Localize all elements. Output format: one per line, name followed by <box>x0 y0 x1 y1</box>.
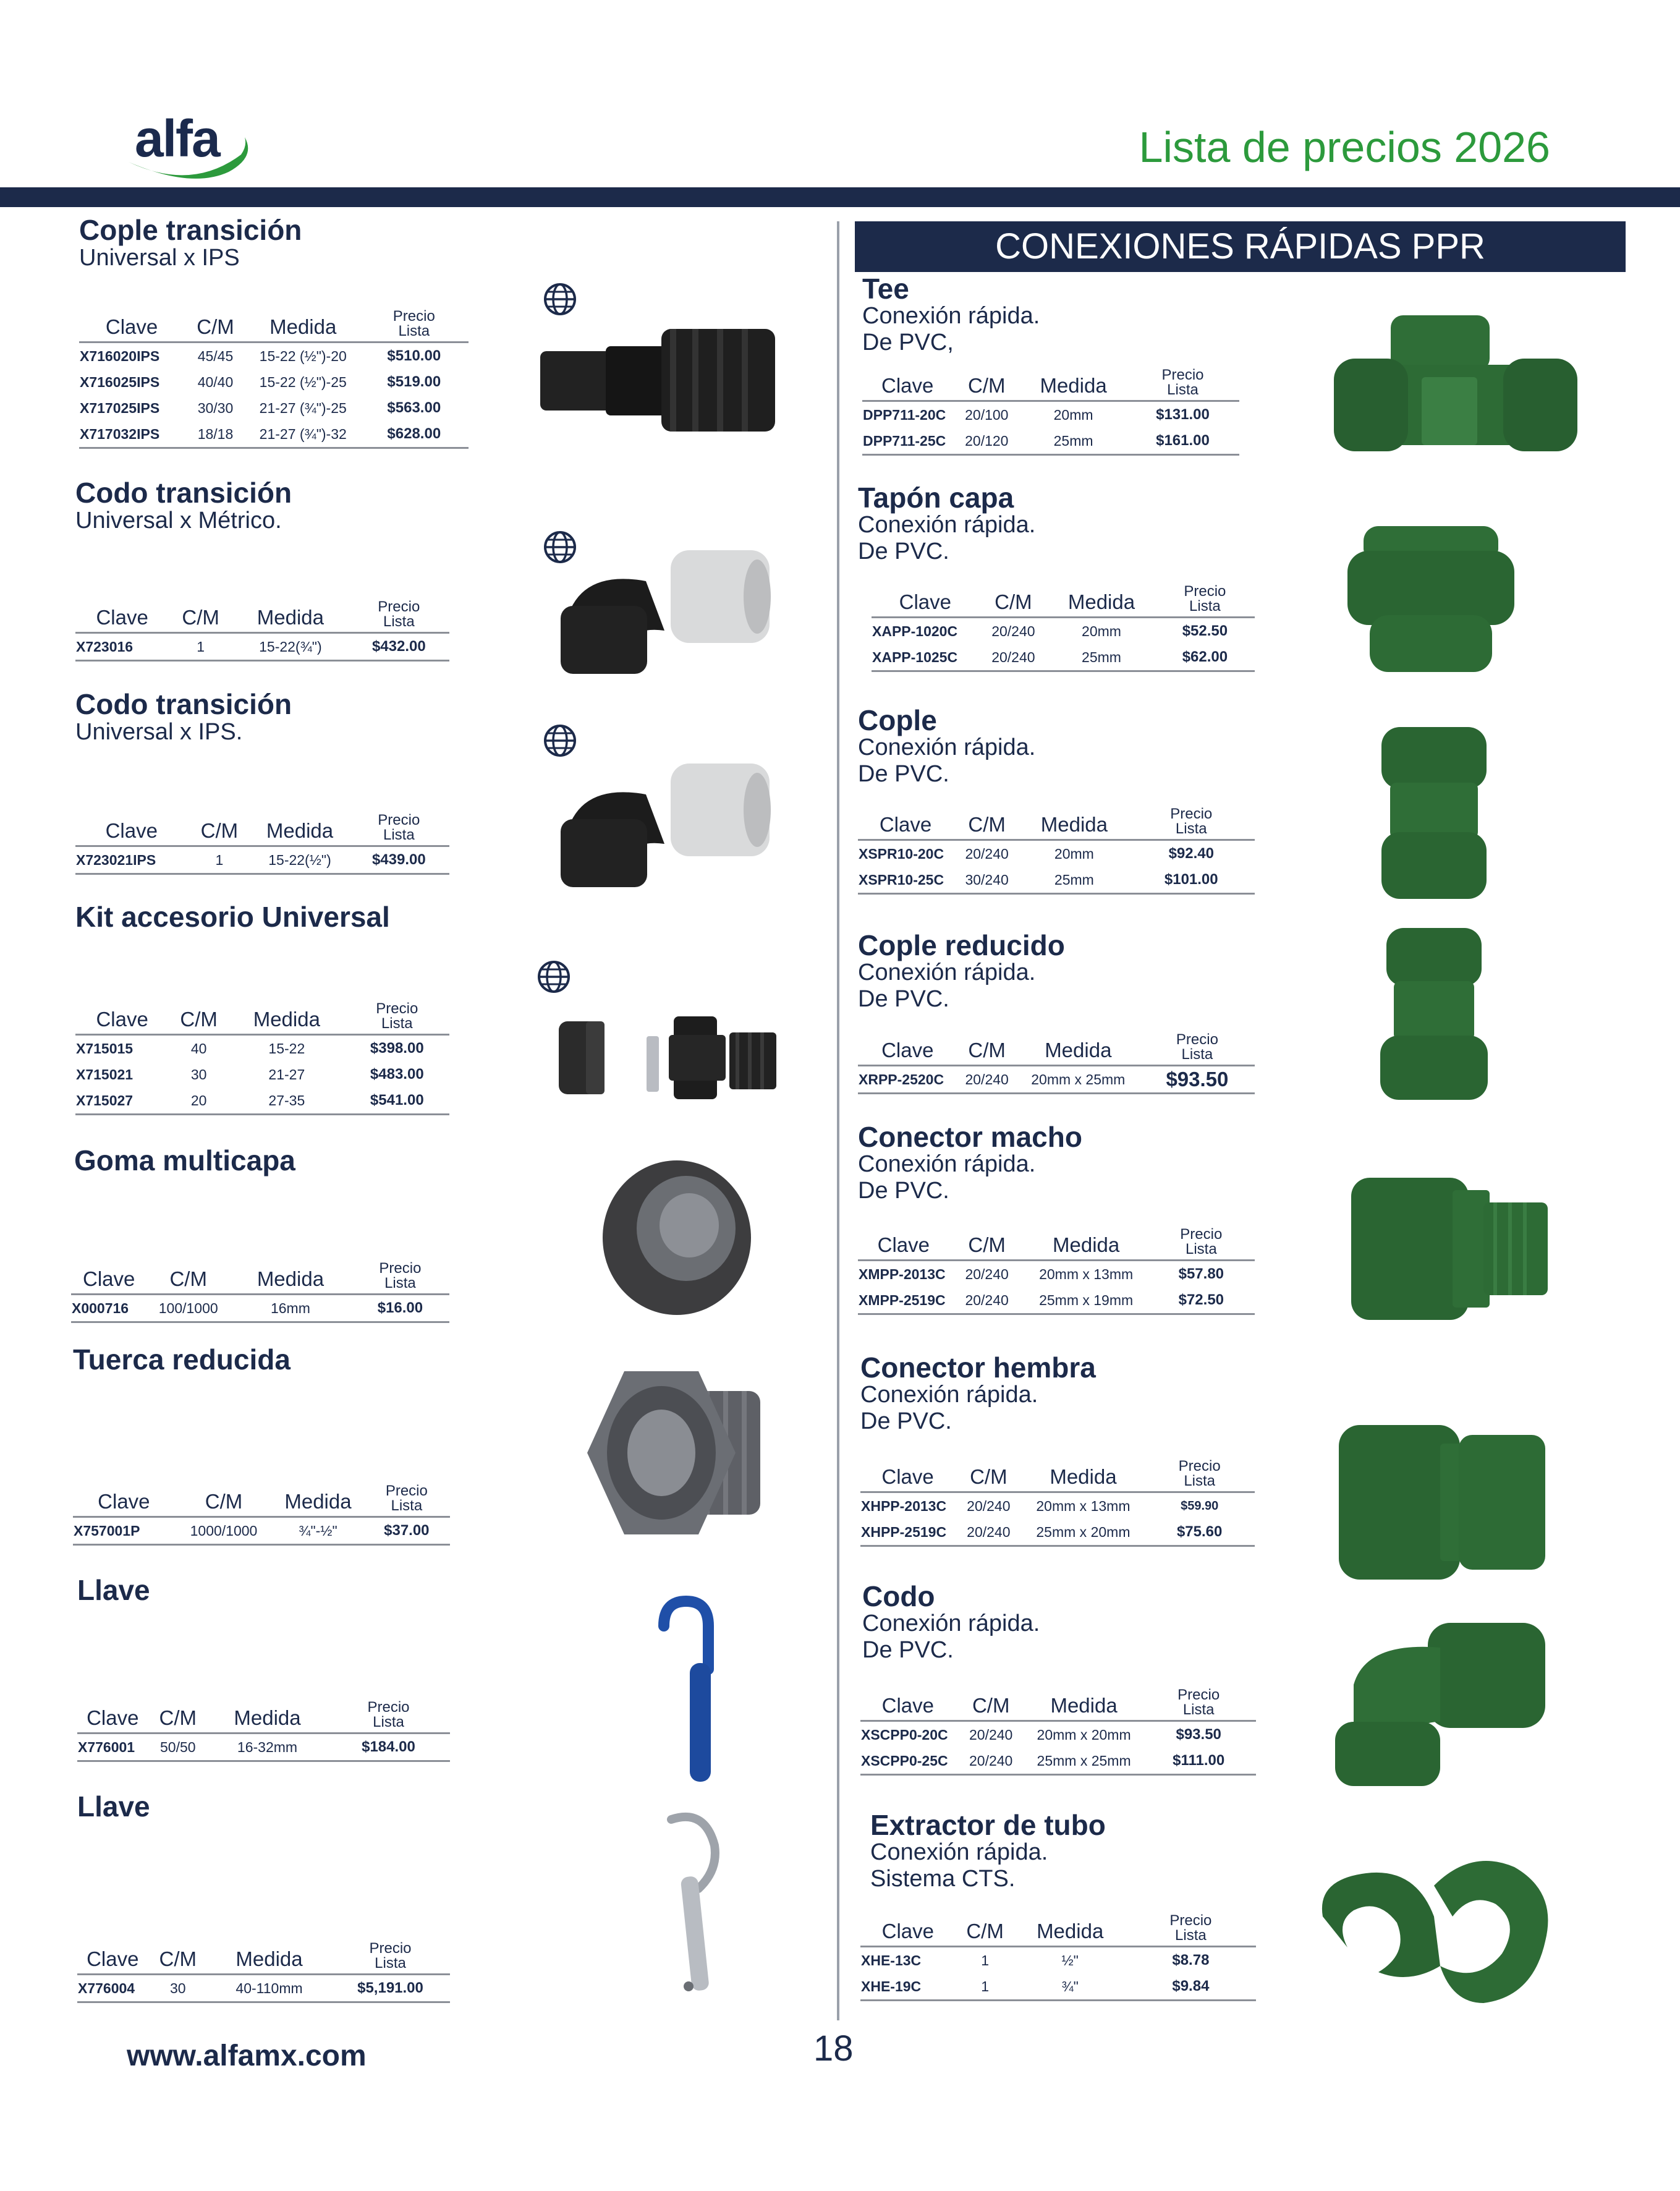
product-subtitle: Conexión rápida. <box>862 303 1040 329</box>
globe-icon <box>537 959 571 994</box>
product-image-green-tee <box>1329 309 1582 476</box>
price-table <box>71 1261 449 1323</box>
product-title: Extractor de tubo <box>870 1809 1106 1841</box>
header-medida: Medida <box>1020 368 1126 401</box>
table-row: XHPP-2519C 20/240 25mm x 20mm $75.60 <box>860 1519 1255 1546</box>
price-table <box>73 1484 450 1546</box>
price-table <box>862 368 1239 456</box>
table-row: XSCPP0-25C 20/240 25mm x 25mm $111.00 <box>860 1748 1256 1775</box>
product-title: Codo <box>862 1580 935 1612</box>
table-row: X715027 20 27-35 $541.00 <box>75 1087 449 1115</box>
product-title: Llave <box>77 1790 150 1823</box>
product-title: Codo transición <box>75 477 292 509</box>
header-cm: C/M <box>169 600 232 633</box>
table-row: XAPP-1020C 20/240 20mm $52.50 <box>872 623 1228 639</box>
logo-text: alfa <box>135 109 219 168</box>
product-subtitle: Conexión rápida. <box>860 1382 1038 1408</box>
header-cm: C/M <box>184 309 247 342</box>
header-clave: Clave <box>75 1002 169 1035</box>
header-cm: C/M <box>952 368 1020 401</box>
product-title: Llave <box>77 1574 150 1606</box>
section-header: CONEXIONES RÁPIDAS PPR <box>855 221 1626 272</box>
header-medida: Medida <box>230 1261 351 1295</box>
header-medida: Medida <box>1022 1459 1145 1492</box>
product-title: Cople reducido <box>858 929 1065 961</box>
product-subtitle: De PVC. <box>858 761 949 787</box>
table-row: X723021IPS 1 15-22(½") $439.00 <box>75 846 449 874</box>
header-clave: Clave <box>860 1913 956 1947</box>
product-subtitle: Sistema CTS. <box>870 1866 1016 1892</box>
table-row: X717032IPS 18/18 21-27 (¾")-32 $628.00 <box>79 421 469 448</box>
header-precio: Precio Lista <box>1126 1913 1256 1947</box>
price-table <box>77 1941 450 2003</box>
column-divider <box>837 221 839 2020</box>
header-precio: Precio Lista <box>331 1941 450 1975</box>
header-precio: Precio Lista <box>1155 584 1255 618</box>
header-medida: Medida <box>1048 584 1155 618</box>
table-row: X716020IPS 45/45 15-22 (½")-20 $510.00 <box>80 347 441 364</box>
header-clave: Clave <box>71 1261 146 1295</box>
product-image-reducing-bushing <box>581 1366 766 1539</box>
header-cm: C/M <box>979 584 1048 618</box>
table-row: X716025IPS 40/40 15-22 (½")-25 $519.00 <box>80 373 441 390</box>
table-row: XAPP-1025C 20/240 25mm $62.00 <box>872 644 1255 671</box>
header-cm: C/M <box>148 1700 208 1734</box>
product-image-elbow <box>553 544 776 677</box>
product-subtitle: De PVC. <box>858 1178 949 1204</box>
header-precio: Precio Lista <box>351 1261 449 1295</box>
header-precio: Precio Lista <box>349 600 449 633</box>
document-title: Lista de precios 2026 <box>1139 123 1550 171</box>
header-clave: Clave <box>858 1227 949 1261</box>
price-table <box>75 1002 449 1115</box>
header-medida: Medida <box>1027 1688 1142 1721</box>
alfa-logo <box>124 105 260 185</box>
globe-icon <box>543 723 577 758</box>
price-table <box>75 813 449 875</box>
header-cm: C/M <box>949 1227 1025 1261</box>
header-cm: C/M <box>956 1688 1027 1721</box>
header-cm: C/M <box>148 1941 208 1975</box>
product-title: Tuerca reducida <box>73 1343 291 1376</box>
product-image-green-extractor <box>1310 1849 1564 2015</box>
product-subtitle: De PVC. <box>858 986 949 1012</box>
header-precio: Precio Lista <box>1141 1688 1256 1721</box>
price-table <box>77 1700 450 1762</box>
globe-icon <box>543 282 577 317</box>
header-medida: Medida <box>208 1700 327 1734</box>
header-cm: C/M <box>957 1032 1017 1066</box>
product-title: Cople transición <box>79 214 302 246</box>
header-cm: C/M <box>956 1913 1015 1947</box>
header-cm: C/M <box>175 1484 273 1517</box>
product-image-rubber-ring <box>600 1157 754 1318</box>
header-precio: Precio Lista <box>349 813 449 846</box>
product-title: Tee <box>862 273 909 305</box>
header-clave: Clave <box>75 600 169 633</box>
header-cm: C/M <box>953 807 1020 840</box>
header-medida: Medida <box>251 813 348 846</box>
header-precio: Precio Lista <box>1128 807 1255 840</box>
website-link[interactable]: www.alfamx.com <box>127 2040 367 2072</box>
header-precio: Precio Lista <box>363 1484 450 1517</box>
table-row: DPP711-25C 20/120 25mm $161.00 <box>862 428 1239 455</box>
header-medida: Medida <box>232 600 349 633</box>
product-title: Conector hembra <box>860 1351 1096 1384</box>
table-row: X757001P 1000/1000 ¾"-½" $37.00 <box>73 1517 450 1545</box>
header-clave: Clave <box>858 1032 957 1066</box>
product-image-green-coupling <box>1369 723 1499 903</box>
table-row: X717025IPS 30/30 21-27 (¾")-25 $563.00 <box>80 399 441 416</box>
product-subtitle: Conexión rápida. <box>870 1839 1048 1865</box>
table-row: DPP711-20C 20/100 20mm $131.00 <box>863 406 1210 423</box>
product-subtitle: Universal x IPS. <box>75 719 243 745</box>
header-clave: Clave <box>858 807 953 840</box>
product-image-green-elbow <box>1329 1617 1551 1790</box>
header-clave: Clave <box>872 584 979 618</box>
header-clave: Clave <box>77 1941 148 1975</box>
header-medida: Medida <box>1017 1032 1140 1066</box>
header-cm: C/M <box>169 1002 229 1035</box>
header-precio: Precio Lista <box>345 1002 449 1035</box>
product-subtitle: Universal x IPS <box>79 245 240 271</box>
table-row: XHE-13C 1 ½" $8.78 <box>861 1952 1210 1968</box>
header-medida: Medida <box>273 1484 363 1517</box>
product-image-kit <box>556 1008 779 1107</box>
product-image-black-coupling <box>538 321 779 439</box>
table-row: X723016 1 15-22(¾") $432.00 <box>75 633 449 661</box>
product-subtitle: Conexión rápida. <box>858 1151 1036 1177</box>
header-precio: Precio Lista <box>327 1700 450 1734</box>
table-row: XMPP-2013C 20/240 20mm x 13mm $57.80 <box>859 1266 1224 1282</box>
product-subtitle: Conexión rápida. <box>862 1610 1040 1636</box>
product-image-green-male-connector <box>1347 1172 1551 1326</box>
header-medida: Medida <box>1015 1913 1126 1947</box>
price-table <box>860 1913 1256 2001</box>
header-clave: Clave <box>860 1688 956 1721</box>
product-image-green-female-connector <box>1335 1419 1551 1586</box>
table-row: XRPP-2520C 20/240 20mm x 25mm $93.50 <box>858 1066 1255 1094</box>
price-table <box>858 1032 1255 1094</box>
table-row: XHE-19C 1 ¾" $9.84 <box>860 1973 1256 2001</box>
product-subtitle: De PVC. <box>862 1637 954 1663</box>
price-table <box>858 1227 1255 1315</box>
table-row: X715015 40 15-22 $398.00 <box>76 1040 424 1057</box>
product-title: Kit accesorio Universal <box>75 901 390 933</box>
price-table <box>75 600 449 662</box>
table-row: XHPP-2013C 20/240 20mm x 13mm $59.90 <box>861 1497 1219 1514</box>
table-row: XMPP-2519C 20/240 25mm x 19mm $72.50 <box>858 1287 1255 1314</box>
table-row: X000716 100/1000 16mm $16.00 <box>71 1295 449 1322</box>
header-bar <box>0 187 1680 207</box>
product-title: Cople <box>858 704 937 736</box>
product-title: Conector macho <box>858 1121 1082 1153</box>
product-image-elbow <box>553 757 776 890</box>
product-subtitle: De PVC. <box>860 1408 952 1434</box>
header-clave: Clave <box>75 813 188 846</box>
header-medida: Medida <box>208 1941 331 1975</box>
header-cm: C/M <box>955 1459 1022 1492</box>
header-precio: Precio Lista <box>1144 1459 1255 1492</box>
product-title: Goma multicapa <box>74 1144 295 1176</box>
product-subtitle: Universal x Métrico. <box>75 508 282 534</box>
product-subtitle: Conexión rápida. <box>858 734 1036 760</box>
product-subtitle: De PVC, <box>862 330 954 355</box>
header-precio: Precio Lista <box>1126 368 1239 401</box>
header-precio: Precio Lista <box>1148 1227 1255 1261</box>
header-cm: C/M <box>188 813 252 846</box>
header-clave: Clave <box>860 1459 955 1492</box>
header-clave: Clave <box>79 309 184 342</box>
product-image-green-reducing-coupling <box>1369 924 1499 1104</box>
header-medida: Medida <box>1025 1227 1148 1261</box>
price-table <box>860 1459 1255 1547</box>
product-image-green-cap <box>1341 522 1521 677</box>
header-clave: Clave <box>77 1700 148 1734</box>
price-table <box>79 309 469 449</box>
header-medida: Medida <box>247 309 360 342</box>
product-title: Codo transición <box>75 688 292 720</box>
table-row: X776004 30 40-110mm $5,191.00 <box>77 1975 450 2002</box>
header-medida: Medida <box>1020 807 1127 840</box>
header-clave: Clave <box>73 1484 175 1517</box>
product-subtitle: Conexión rápida. <box>858 512 1036 538</box>
product-title: Tapón capa <box>858 482 1014 514</box>
table-row: XSPR10-25C 30/240 25mm $101.00 <box>858 867 1255 894</box>
product-subtitle: De PVC. <box>858 538 949 564</box>
page-number: 18 <box>813 2028 854 2069</box>
header-clave: Clave <box>862 368 952 401</box>
product-image-blue-wrench <box>655 1595 717 1787</box>
table-row: X715021 30 21-27 $483.00 <box>76 1066 424 1083</box>
header-precio: Precio Lista <box>1140 1032 1255 1066</box>
table-row: XSCPP0-20C 20/240 20mm x 20mm $93.50 <box>861 1726 1221 1743</box>
table-row: X776001 50/50 16-32mm $184.00 <box>77 1734 450 1761</box>
price-table <box>860 1688 1256 1776</box>
price-table <box>872 584 1255 672</box>
table-row: XSPR10-20C 20/240 20mm $92.40 <box>859 845 1214 862</box>
price-table <box>858 807 1255 895</box>
header-precio: Precio Lista <box>360 309 469 342</box>
product-subtitle: Conexión rápida. <box>858 959 1036 985</box>
product-image-steel-wrench <box>661 1808 729 2000</box>
header-medida: Medida <box>229 1002 345 1035</box>
header-cm: C/M <box>146 1261 230 1295</box>
